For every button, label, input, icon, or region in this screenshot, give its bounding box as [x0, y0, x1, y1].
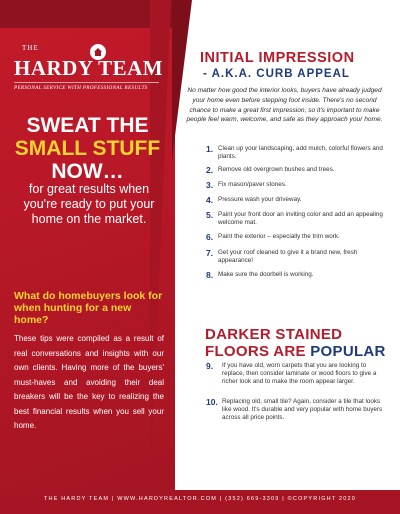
tip-text: Replacing old, small tile? Again, consider a tile that looks like wood. It's durable and very popular with home buyers across all price points.: [222, 398, 383, 421]
tip-number: 5.: [206, 210, 214, 220]
section1-intro: No matter how good the interior looks, buyers have already judged your home even before stepping foot inside. There's no second chance to make a great first impression, so it's important to make people feel warm, welcome, and safe as they approach your home.: [186, 87, 383, 124]
tip-number: 10.: [206, 397, 218, 407]
tip-text: Fix mason/paver stones.: [218, 181, 287, 188]
hero-subtitle: for great results when you're ready to put your home on the market.: [23, 182, 155, 226]
tip-item: [206, 362, 386, 386]
tip-number: 8.: [206, 270, 214, 280]
tip-number: 7.: [206, 248, 214, 258]
tip-text: Pressure wash your driveway.: [218, 196, 302, 203]
tip-number: 9.: [206, 361, 214, 371]
footer-text: THE HARDY TEAM | WWW.HARDYREALTOR.COM | (352) 669-3309 | ©COPYRIGHT 2020: [43, 496, 357, 502]
section2-title-part-a: FLOORS ARE: [205, 343, 311, 360]
tip-number: 2.: [206, 165, 214, 175]
tip-text: Remove old overgrown bushes and trees.: [218, 166, 335, 173]
section2-title-line-2: [205, 343, 386, 360]
tip-text: Paint the exterior – especially the trim work.: [218, 233, 340, 240]
tip-item: [206, 233, 386, 242]
tip-item: [206, 271, 386, 280]
tip-text: Paint your front door an inviting color and add an appealing welcome mat.: [218, 211, 383, 226]
top-band: [0, 0, 175, 28]
logo-tagline: PERSONAL SERVICE WITH PROFESSIONAL RESULTS: [14, 85, 148, 91]
tip-number: 6.: [206, 232, 214, 242]
tip-number: 4.: [206, 195, 214, 205]
tip-item: [206, 211, 386, 227]
hero-line-3: NOW…: [51, 160, 124, 183]
tip-item: [206, 196, 386, 205]
tip-text: Clean up your landscaping, add mulch, colorful flowers and plants.: [218, 145, 383, 160]
tip-item: [206, 181, 386, 190]
section2-title-line-1: DARKER STAINED: [205, 326, 343, 343]
sidebar-question: What do homebuyers look for when hunting for a new home?: [14, 290, 163, 326]
logo-name: HARDY TEAM: [14, 56, 164, 80]
logo-the-text: THE: [22, 44, 39, 52]
diagonal-shadow: [172, 0, 192, 160]
tip-item: [206, 249, 386, 265]
tip-text: Get your roof cleaned to give it a brand new, fresh appearance!: [218, 249, 358, 264]
tip-item: [206, 145, 386, 161]
footer-bar: [0, 490, 400, 514]
sidebar-paragraph: These tips were compiled as a result of real conversations and insights with our own clients. Having more of the buyers' must-haves and avoiding their deal breakers will be the key to realizing the best financial results when you sell your home.: [14, 334, 164, 430]
hero-line-2: SMALL STUFF: [14, 137, 161, 160]
section2-title-part-b: POPULAR: [310, 343, 386, 360]
tip-text: If you have old, worn carpets that you are looking to replace, then consider laminate or wood floors to give a richer look and to make the room appear larger.: [222, 362, 377, 385]
tip-item: [206, 166, 386, 175]
hero-line-1: SWEAT THE: [26, 114, 149, 137]
tip-item: [206, 398, 386, 422]
tip-text: Make sure the doorbell is working.: [218, 271, 314, 278]
tip-number: 3.: [206, 180, 214, 190]
section1-title: INITIAL IMPRESSION: [200, 50, 355, 66]
logo-divider: [14, 82, 159, 83]
section1-subtitle: - A.K.A. CURB APPEAL: [203, 68, 350, 80]
tip-number: 1.: [206, 144, 214, 154]
